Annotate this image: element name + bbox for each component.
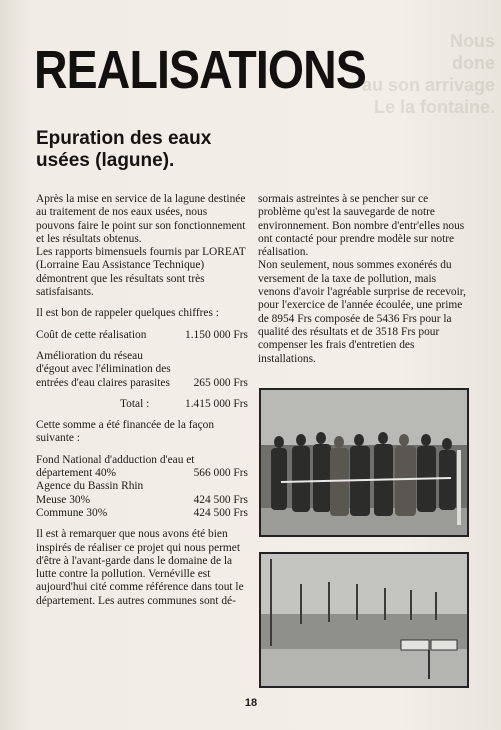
improve-value: 265 000 Frs (193, 376, 248, 389)
improve-label: Amélioration du réseau d'égout avec l'élimination des entrées d'eau claires parasites (36, 349, 171, 389)
ribbon-cutting-photo (259, 388, 469, 537)
section-heading: Epuration des eaux usées (lagune). (36, 128, 212, 171)
fund2-value: 424 500 Frs (193, 493, 248, 506)
left-column (36, 193, 248, 608)
cost-value: 1.150 000 Frs (185, 328, 248, 341)
paragraph-reports: Les rapports bimensuels fournis par LOREAT (Lorraine Eau Assistance Technique) démontrent que les résultats sont très satisfaisants. (36, 246, 246, 299)
right-column (258, 193, 468, 366)
fund3-value: 424 500 Frs (193, 506, 248, 519)
paragraph-exemption: Non seulement, nous sommes exonérés du versement de la taxe de pollution, mais venons d'avoir l'agréable surprise de recevoir, pour l'exercice de l'année écoulée, une prime de 8954 Frs composée de 5436 Frs pour la qualité des résultats et de 3518 Frs pour compenser les frais d'entretien des installations. (258, 259, 466, 365)
fund1-value: 566 000 Frs (193, 467, 248, 480)
page-number: 18 (244, 697, 258, 709)
paragraph-conclusion: Il est à remarquer que nous avons été bien inspirés de réaliser ce projet qui nous permet d'être à l'avant-garde dans le domaine de la lutte contre la pollution. Vernéville est aujourd'hui cité comme référence dans tout le département. Les autres communes sont dé- (36, 528, 244, 607)
total-value: 1.415 000 Frs (185, 397, 248, 410)
paragraph-intro: Après la mise en service de la lagune destinée au traitement de nos eaux usées, nous pouvons faire le point sur son fonctionnement et les résultats obtenus. (36, 193, 246, 245)
fund3-label: Commune 30% (36, 506, 108, 519)
lagoon-landscape-photo (259, 552, 469, 688)
page-title: REALISATIONS (34, 40, 366, 100)
paragraph-figures-intro: Il est bon de rappeler quelques chiffres : (36, 307, 219, 320)
fund2-label: Agence du Bassin Rhin Meuse 30% (36, 480, 144, 506)
fund2-row (36, 480, 248, 507)
bleed-through-text: Nous done au son arrivage Le la fontaine. (361, 31, 495, 117)
cost-label: Coût de cette réalisation (36, 328, 147, 341)
total-row (36, 398, 248, 411)
total-label: Total : (120, 397, 150, 410)
paragraph-continuation: sormais astreintes à se pencher sur ce problème qu'est la sauvegarde de notre environnement. Bon nombre d'entr'elles nous ont contacté pour prendre modèle sur notre réalisation. (258, 193, 465, 259)
fund1-label: Fond National d'adduction d'eau et département 40% (36, 453, 195, 480)
paragraph-financing: Cette somme a été financée de la façon suivante : (36, 419, 215, 445)
fund3-row (36, 507, 248, 520)
cost-row (36, 329, 248, 342)
